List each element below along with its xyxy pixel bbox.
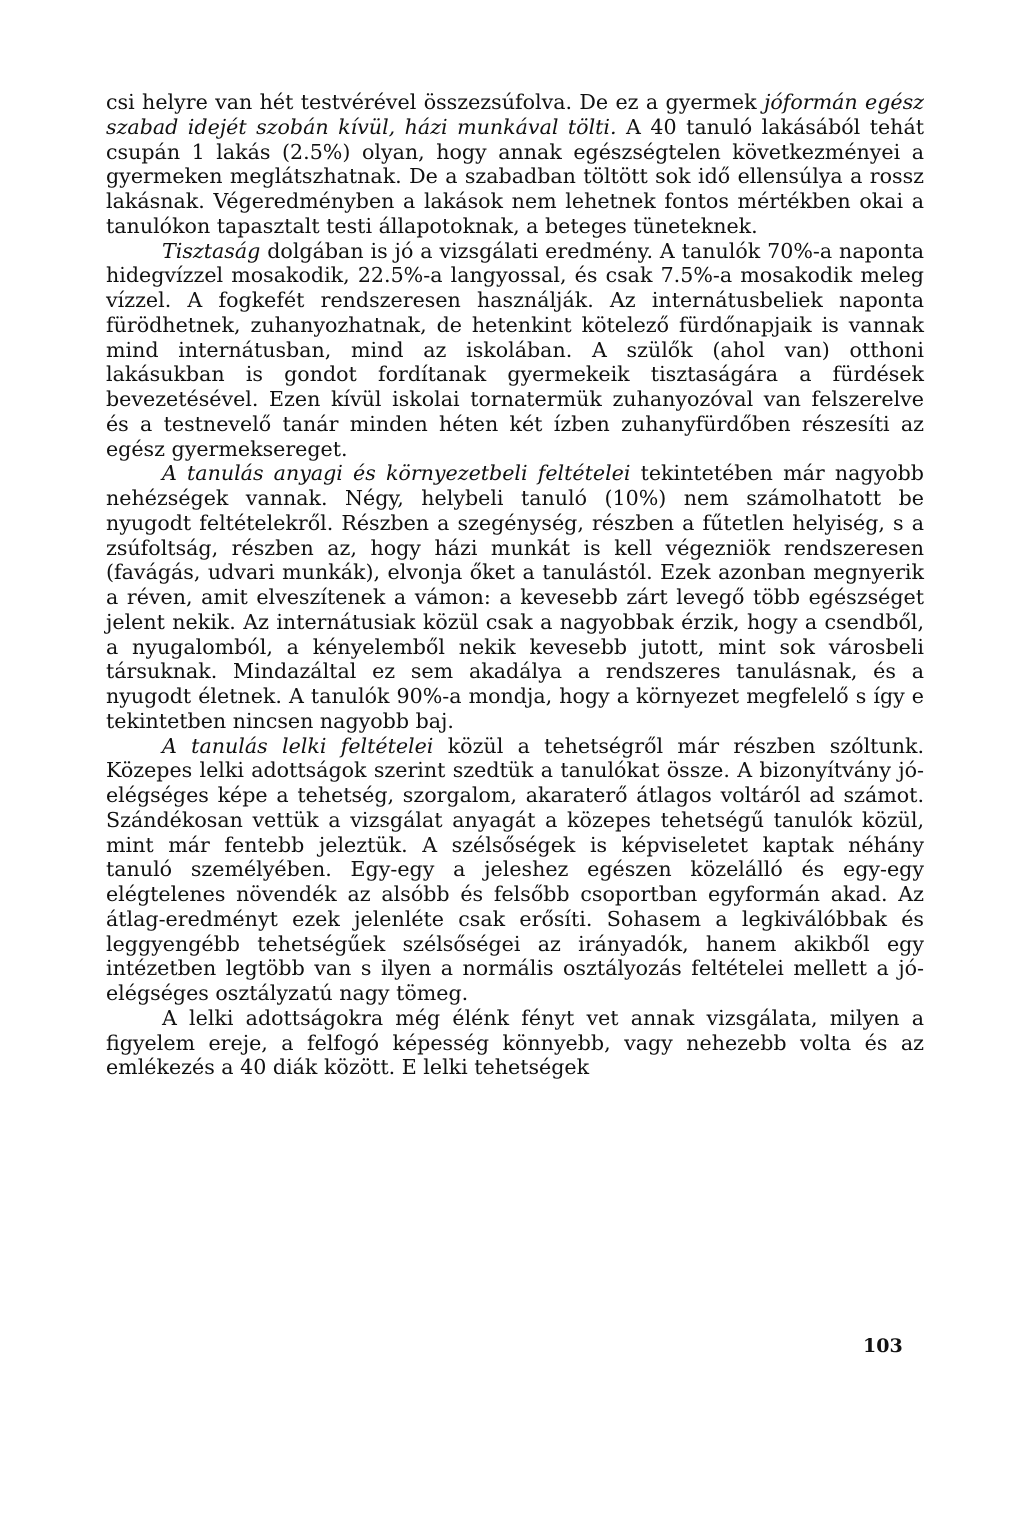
page-body bbox=[106, 90, 924, 1080]
paragraph-1-emphasis: jóformán egész szabad idejét szobán kívül, házi munkával tölti. bbox=[106, 90, 924, 139]
paragraph-4-heading: A tanulás lelki feltételei bbox=[162, 733, 434, 758]
paragraph-4-text: közül a tehetségről már részben szóltunk. Közepes lelki adottságok szerint szedtük a tanulókat össze. A bizonyítvány jó-elégséges képe a tehetség, szorgalom, akaraterő átlagos voltáról ad számot. Szándékosan vettük a vizsgálat anyagát a közepes tehetségű tanulók közül, mint már fentebb jeleztük. A szélsőségek is képviseletet kaptak néhány tanuló személyében. Egy-egy a jeleshez egészen közelálló és egy-egy elégtelenes növendék az alsóbb és felsőbb csoportban egyformán akad. Az átlag-eredményt ezek jelenléte csak erősíti. Sohasem a legkiválóbbak és leggyengébb tehetségűek szélsőségei az irányadók, hanem akikből egy intézetben legtöbb van s ilyen a normális osztályozás feltételei mellett a jó-elégséges osztályzatú nagy tömeg. bbox=[106, 733, 924, 1005]
paragraph-1-text: A 40 tanuló lakásából tehát csupán 1 lakás (2.5%) olyan, hogy annak egészségtelen következményei a gyermeken meglátszhatnak. De a szabadban töltött sok idő ellensúlya a rossz lakásnak. Végeredményben a lakások nem lehetnek fontos mértékben okai a tanulókon tapasztalt testi állapotoknak, a beteges tüneteknek. bbox=[106, 114, 924, 238]
paragraph-2-text: dolgában is jó a vizsgálati eredmény. A tanulók 70%-a naponta hidegvízzel mosakodik, 22.5%-a langyossal, és csak 7.5%-a mosakodik meleg vízzel. A fogkefét rendszeresen használják. Az internátusbeliek naponta fürödhetnek, zuhanyozhatnak, de hetenkint kötelező fürdőnapjaik is vannak mind internátusban, mind az iskolában. A szülők (ahol van) otthoni lakásukban is gondot fordítanak gyermekeik tisztaságára a fürdések bevezetésével. Ezen kívül iskolai tornatermük zuhanyozóval van felszerelve és a testnevelő tanár minden héten két ízben zuhanyfürdőben részesíti az egész gyermeksereget. bbox=[106, 238, 924, 461]
paragraph-5 bbox=[106, 1006, 924, 1080]
paragraph-2 bbox=[106, 239, 924, 462]
paragraph-1 bbox=[106, 90, 924, 239]
paragraph-4 bbox=[106, 734, 924, 1006]
paragraph-3-text: tekintetében már nagyobb nehézségek vannak. Négy, helybeli tanuló (10%) nem számolhatott be nyugodt feltételekről. Részben a szegénység, részben a fűtetlen helyiség, s a zsúfoltság, részben az, hogy házi munkát is kell végezniök rendszeresen (favágás, udvari munkák), elvonja őket a tanulástól. Ezek azonban megnyerik a réven, amit elveszítenek a vámon: a kevesebb zárt levegő több egészséget jelent nekik. Az internátusiak közül csak a nagyobbak érzik, hogy a csendből, a nyugalomból, a kényelemből nekik kevesebb jutott, mint sok városbeli társuknak. Mindazáltal ez sem akadálya a rendszeres tanulásnak, és a nyugodt életnek. A tanulók 90%-a mondja, hogy a környezet megfelelő s így e tekintetben nincsen nagyobb baj. bbox=[106, 461, 924, 733]
paragraph-2-heading: Tisztaság bbox=[162, 238, 261, 263]
page-number: 103 bbox=[863, 1335, 903, 1357]
paragraph-1-text: csi helyre van hét testvérével összezsúfolva. De ez a gyermek bbox=[106, 90, 764, 114]
paragraph-3 bbox=[106, 461, 924, 733]
paragraph-3-heading: A tanulás anyagi és környezetbeli feltételei bbox=[162, 461, 631, 486]
paragraph-5-text: A lelki adottságokra még élénk fényt vet annak vizsgálata, milyen a figyelem ereje, a felfogó képesség könnyebb, vagy nehezebb volta és az emlékezés a 40 diák között. E lelki tehetségek bbox=[106, 1005, 924, 1080]
